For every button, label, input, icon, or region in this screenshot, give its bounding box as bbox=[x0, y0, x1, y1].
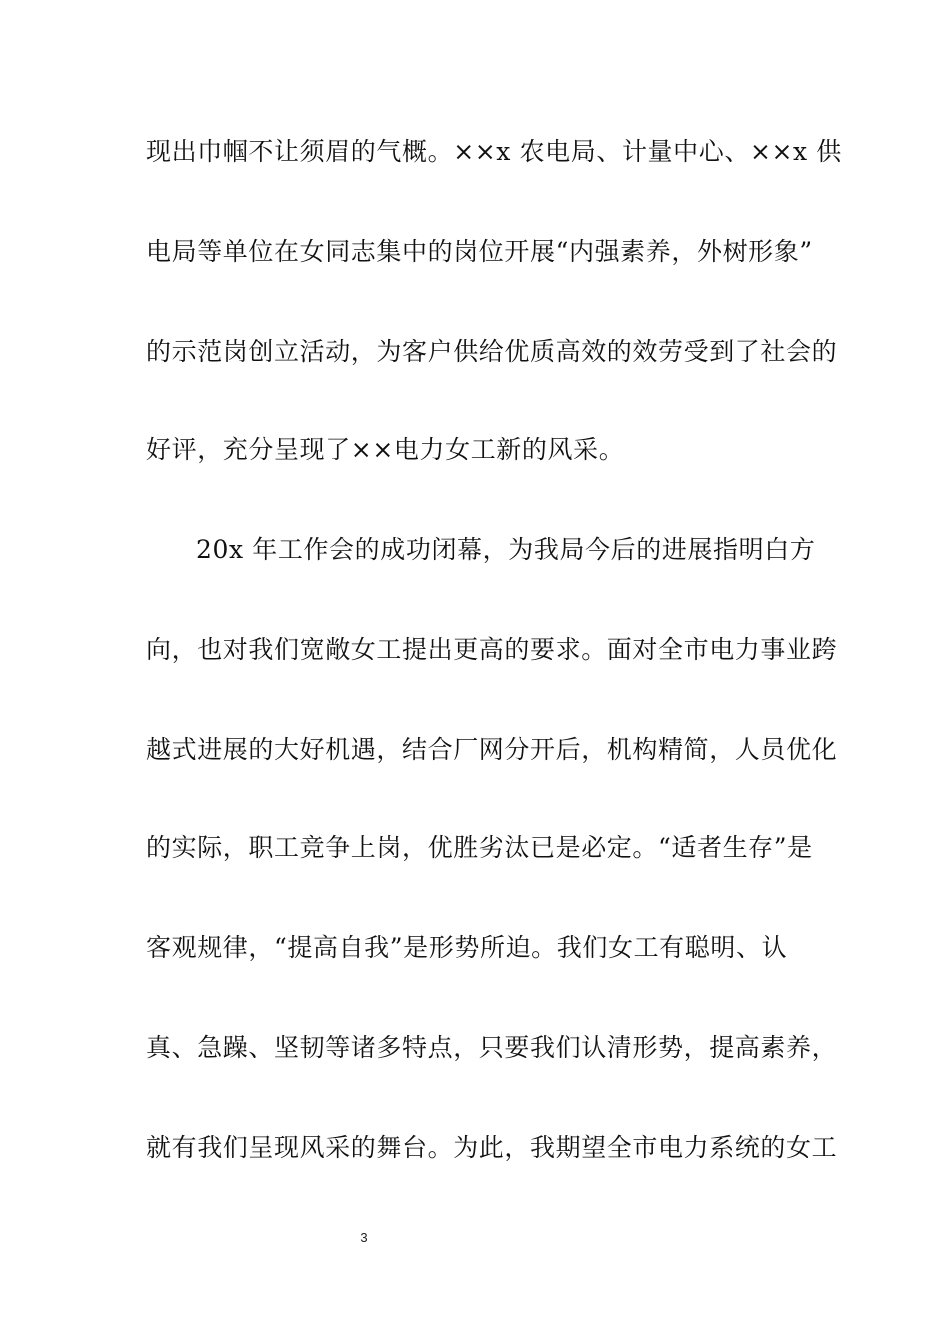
text-line: 真、急躁、坚韧等诸多特点，只要我们认清形势，提高素养， bbox=[146, 1033, 838, 1062]
text-line: 的实际，职工竞争上岗，优胜劣汰已是必定。“适者生存”是 bbox=[146, 833, 813, 862]
text-line: 电局等单位在女同志集中的岗位开展“内强素养，外树形象” bbox=[146, 237, 813, 266]
text-line: 的示范岗创立活动，为客户供给优质高效的效劳受到了社会的 bbox=[146, 337, 838, 366]
text-line: 现出巾帼不让须眉的气概。××x 农电局、计量中心、××x 供 bbox=[146, 137, 842, 166]
text-line: 好评，充分呈现了××电力女工新的风采。 bbox=[146, 435, 625, 464]
text-line: 就有我们呈现风采的舞台。为此，我期望全市电力系统的女工 bbox=[146, 1133, 838, 1162]
text-line: 向，也对我们宽敞女工提出更高的要求。面对全市电力事业跨 bbox=[146, 635, 838, 664]
text-line: 客观规律，“提高自我”是形势所迫。我们女工有聪明、认 bbox=[146, 933, 788, 962]
page-number: 3 bbox=[360, 1230, 368, 1245]
paragraph-first-line: 20x 年工作会的成功闭幕，为我局今后的进展指明白方 bbox=[196, 535, 816, 564]
text-line: 越式进展的大好机遇，结合厂网分开后，机构精简，人员优化 bbox=[146, 735, 838, 764]
